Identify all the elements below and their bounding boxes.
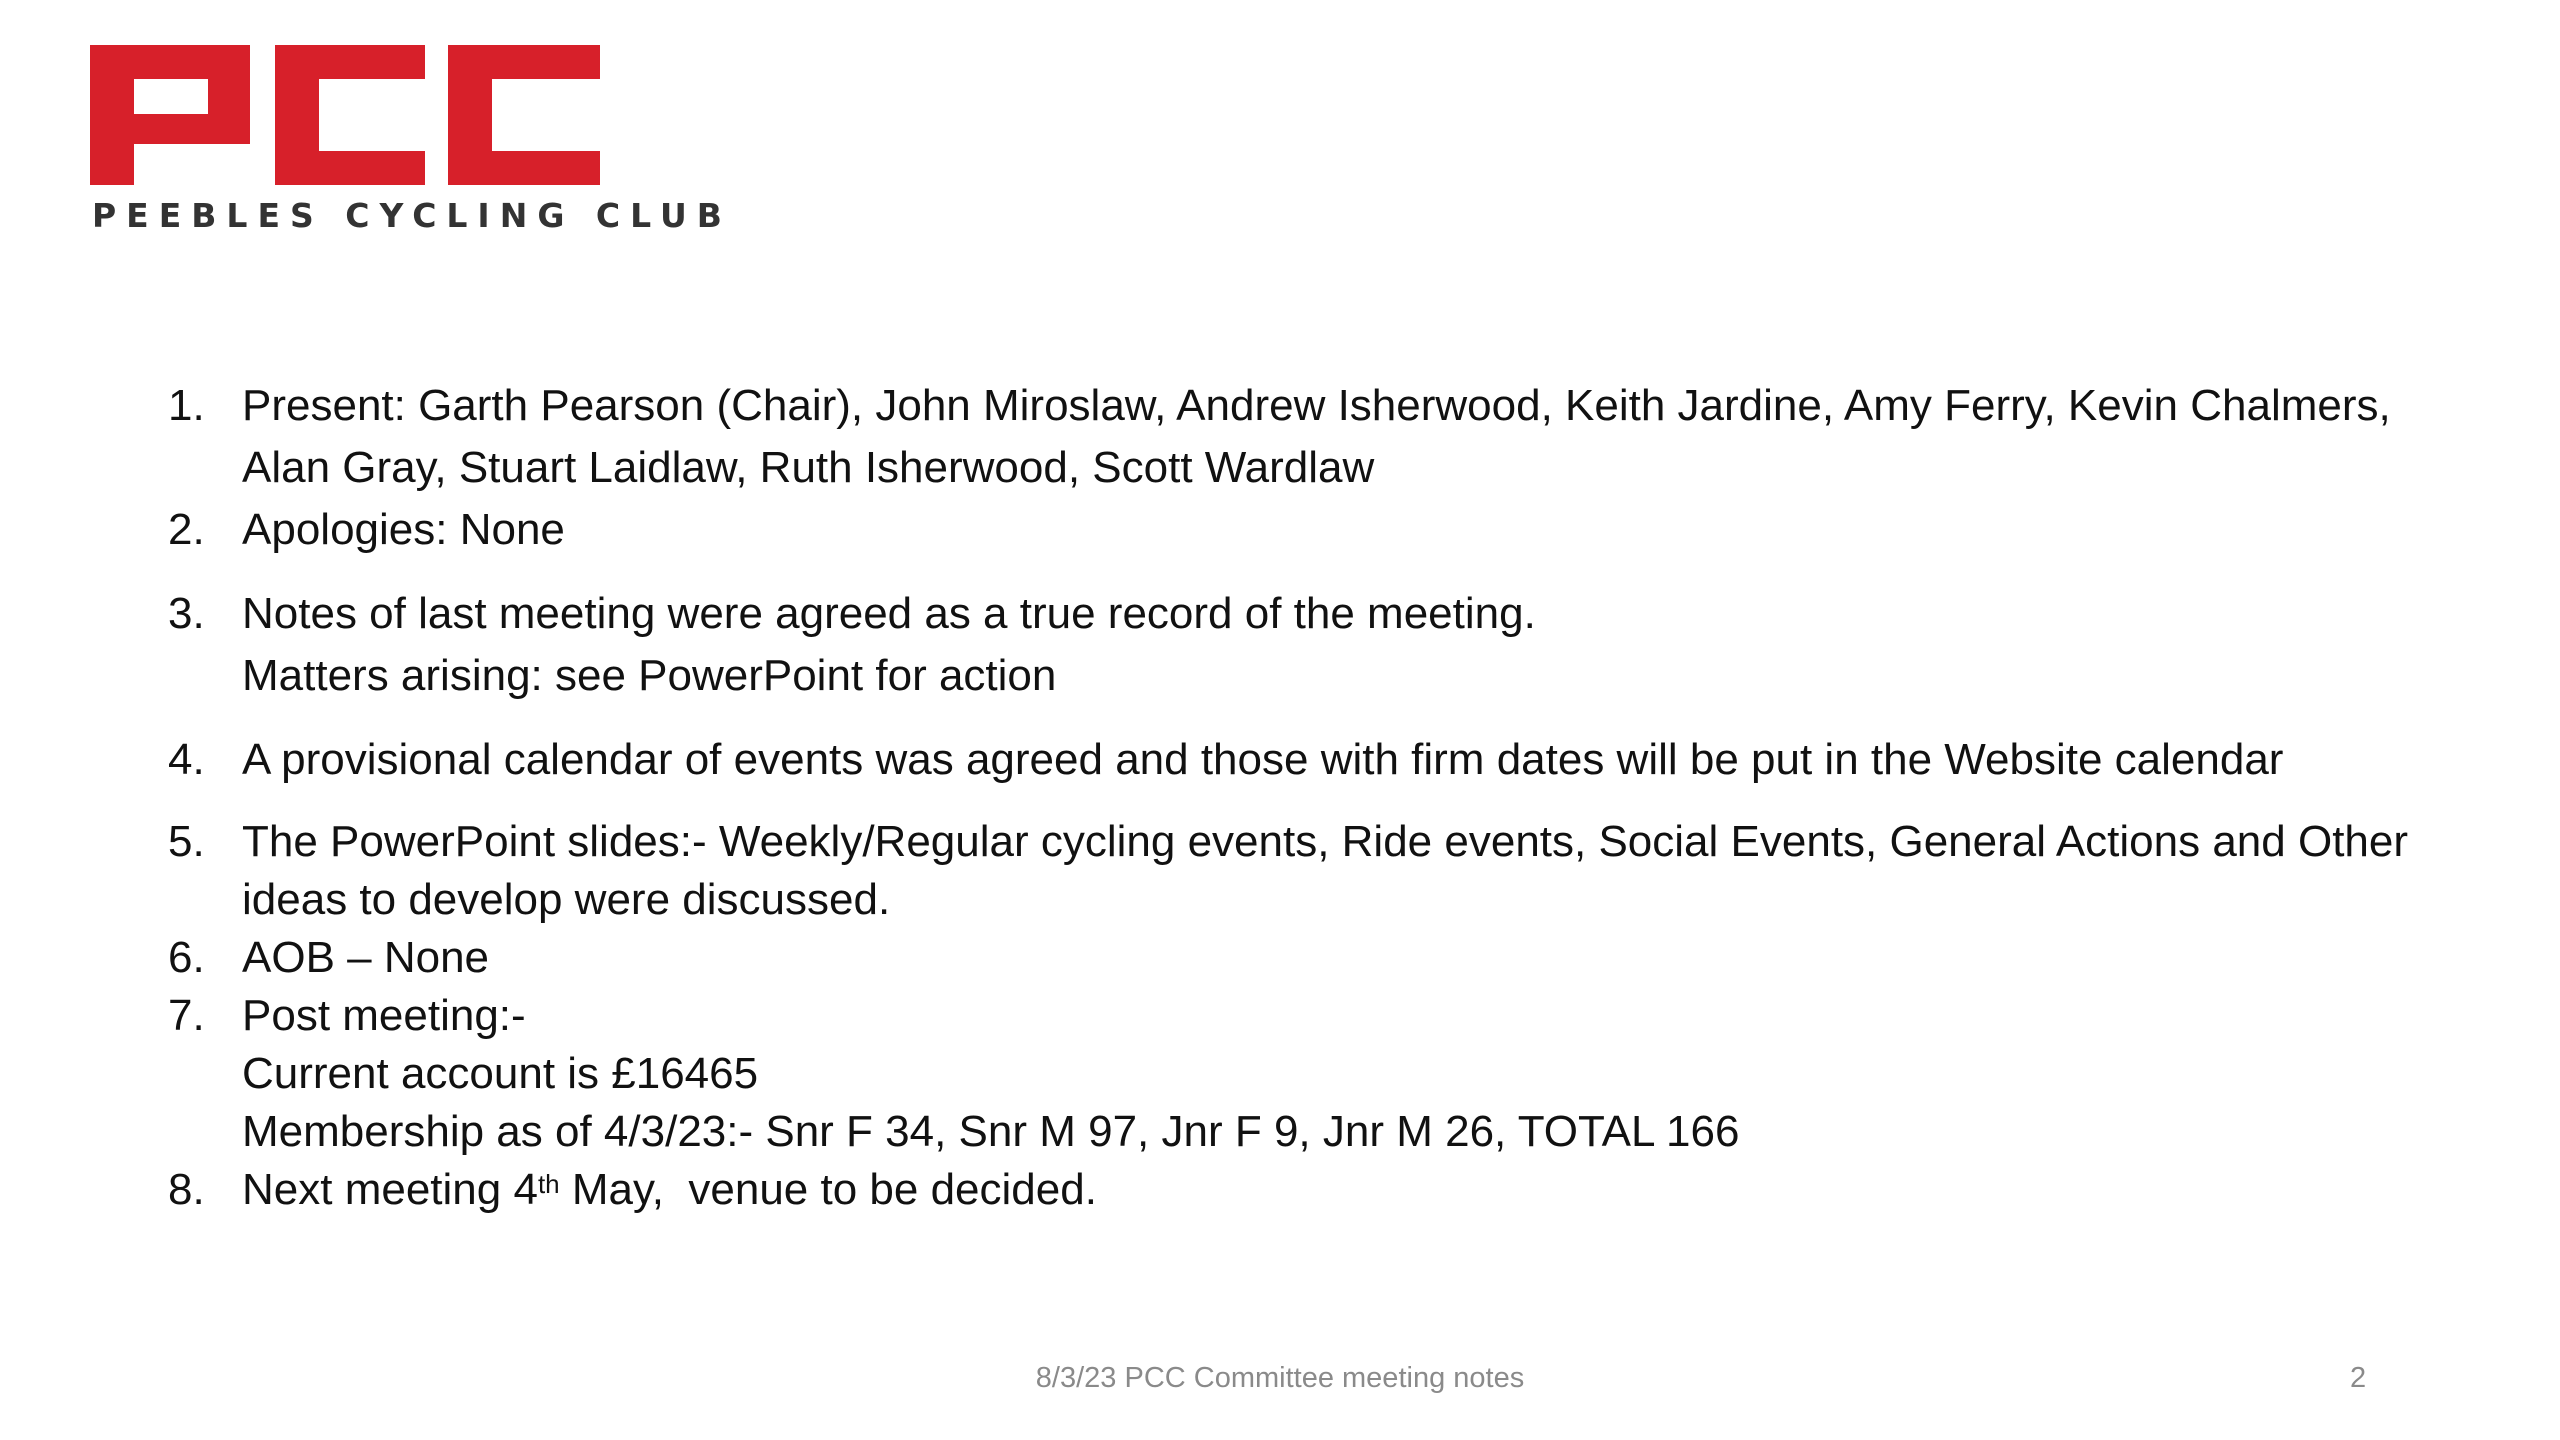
- item-text: A provisional calendar of events was agreed and those with firm dates will be put in the Website calendar: [242, 735, 2284, 784]
- item-number: 3.: [168, 589, 205, 638]
- list-item: [160, 499, 2420, 561]
- list-item: [160, 375, 2420, 499]
- list-item: [160, 987, 2420, 1161]
- item-text: Present: Garth Pearson (Chair), John Miroslaw, Andrew Isherwood, Keith Jardine, Amy Ferry, Kevin Chalmers,: [242, 381, 2391, 430]
- item-text: Matters arising: see PowerPoint for action: [242, 651, 1057, 700]
- next-meeting-text-rest: May, venue to be decided.: [559, 1165, 1097, 1214]
- item-text: Apologies: None: [242, 505, 565, 554]
- item-text: Post meeting:-: [242, 991, 526, 1040]
- item-number: 1.: [168, 381, 205, 430]
- item-number: 7.: [168, 991, 205, 1040]
- item-number: 8.: [168, 1165, 205, 1214]
- list-item: [160, 929, 2420, 987]
- club-name: PEEBLES CYCLING CLUB: [92, 196, 732, 235]
- pcc-logo-mark: [90, 40, 610, 190]
- list-item: [160, 1161, 2420, 1219]
- item-text: Alan Gray, Stuart Laidlaw, Ruth Isherwood, Scott Wardlaw: [242, 443, 1375, 492]
- item-number: 2.: [168, 505, 205, 554]
- meeting-notes-list: [160, 375, 2420, 1219]
- page-number: 2: [2350, 1362, 2367, 1394]
- list-item: [160, 729, 2420, 791]
- item-text: Membership as of 4/3/23:- Snr F 34, Snr M 97, Jnr F 9, Jnr M 26, TOTAL 166: [242, 1107, 1740, 1156]
- item-text: ideas to develop were discussed.: [242, 875, 891, 924]
- list-item: [160, 813, 2420, 929]
- pcc-logo: [90, 40, 732, 240]
- item-number: 5.: [168, 817, 205, 866]
- item-text: Current account is £16465: [242, 1049, 759, 1098]
- item-text: [242, 1161, 2420, 1219]
- item-text: AOB – None: [242, 933, 490, 982]
- item-number: 6.: [168, 933, 205, 982]
- ordinal-suffix: th: [537, 1169, 560, 1199]
- list-item: [160, 583, 2420, 707]
- footer-text: 8/3/23 PCC Committee meeting notes: [1035, 1362, 1525, 1394]
- next-meeting-text: Next meeting 4: [242, 1165, 538, 1214]
- item-text: Notes of last meeting were agreed as a true record of the meeting.: [242, 589, 1536, 638]
- item-number: 4.: [168, 735, 205, 784]
- item-text: The PowerPoint slides:- Weekly/Regular cycling events, Ride events, Social Events, General Actions and Other: [242, 817, 2409, 866]
